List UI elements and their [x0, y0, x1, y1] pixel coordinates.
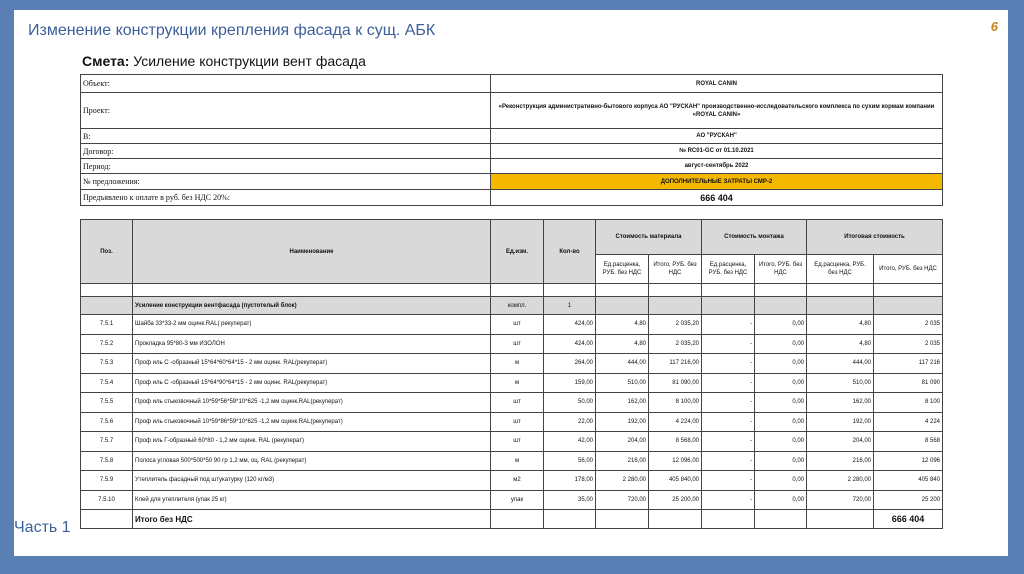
row-unit: шт [491, 315, 544, 335]
row-qty: 22,00 [544, 412, 596, 432]
row-install-sum: 0,00 [755, 393, 807, 413]
row-install-sum: 0,00 [755, 373, 807, 393]
row-material-sum: 81 090,00 [649, 373, 702, 393]
row-total-price: 162,00 [807, 393, 874, 413]
total-row [81, 510, 943, 529]
table-row [81, 471, 943, 491]
row-material-price: 162,00 [596, 393, 649, 413]
row-qty: 178,00 [544, 471, 596, 491]
header-install-sum: Итого, РУБ. без НДС [755, 255, 807, 284]
row-unit: шт [491, 393, 544, 413]
row-total-sum: 8 100 [874, 393, 943, 413]
info-value: № RC01-GC от 01.10.2021 [491, 144, 943, 159]
row-name: Проф иль С -образный 15*64*90*64*15 - 2 мм оцинк. RAL(рекуперат) [133, 373, 491, 393]
page-number: 6 [990, 19, 998, 34]
header-total-cost: Итоговая стоимость [807, 220, 943, 255]
row-name: Проф иль стыковочный 10*59*86*59*10*625 -1,2 мм оцинк.RAL(рекуперат) [133, 412, 491, 432]
row-unit: шт [491, 334, 544, 354]
row-total-sum: 405 840 [874, 471, 943, 491]
table-row [81, 315, 943, 335]
row-qty: 424,00 [544, 315, 596, 335]
row-name: Шайба 33*33-2 мм оцинк.RAL( рекуперат) [133, 315, 491, 335]
row-total-sum: 117 216 [874, 354, 943, 374]
info-row [81, 144, 943, 159]
row-total-sum: 81 090 [874, 373, 943, 393]
row-install-price: - [702, 412, 755, 432]
estimate-label: Смета: [82, 53, 130, 69]
row-install-sum: 0,00 [755, 334, 807, 354]
info-value: «Реконструкция административно-бытового корпуса АО "РУСКАН" производственно-исследовательского комплекса по сухим кормам компании «ROYAL CANIN» [491, 93, 943, 129]
row-install-sum: 0,00 [755, 354, 807, 374]
row-material-sum: 2 035,20 [649, 315, 702, 335]
row-name: Прокладка 95*80-3 мм ИЗОЛОН [133, 334, 491, 354]
row-material-price: 4,80 [596, 334, 649, 354]
row-unit: м [491, 373, 544, 393]
row-qty: 35,00 [544, 490, 596, 510]
row-unit: шт [491, 412, 544, 432]
row-total-price: 4,80 [807, 334, 874, 354]
row-total-sum: 12 096 [874, 451, 943, 471]
info-row [81, 93, 943, 129]
section-name: Усиление конструкции вентфасада (пустотелый блок) [133, 297, 491, 315]
row-install-price: - [702, 432, 755, 452]
row-material-price: 510,00 [596, 373, 649, 393]
row-install-price: - [702, 315, 755, 335]
info-value: АО "РУСКАН" [491, 129, 943, 144]
row-name: Проф иль стыковочный 10*59*56*59*10*625 -1,2 мм оцинк.RAL(рекуперат) [133, 393, 491, 413]
estimate-name: Усиление конструкции вент фасада [129, 53, 366, 69]
header-material-cost: Стоимость материала [596, 220, 702, 255]
row-total-sum: 4 224 [874, 412, 943, 432]
row-qty: 264,00 [544, 354, 596, 374]
row-pos: 7.5.1 [81, 315, 133, 335]
header-material-unit-price: Ед.расценка, РУБ. без НДС [596, 255, 649, 284]
table-rows [81, 315, 943, 510]
row-material-sum: 8 568,00 [649, 432, 702, 452]
row-material-price: 216,00 [596, 451, 649, 471]
row-material-price: 720,00 [596, 490, 649, 510]
row-name: Утеплитель фасадный под штукатурку (120 кг/м3) [133, 471, 491, 491]
info-row [81, 75, 943, 93]
row-install-sum: 0,00 [755, 315, 807, 335]
row-total-price: 510,00 [807, 373, 874, 393]
info-row [81, 190, 943, 206]
row-qty: 42,00 [544, 432, 596, 452]
estimate-table [80, 219, 943, 529]
row-name: Проф иль Г-образный 60*80 - 1,2 мм оцинк. RAL (рекуперат) [133, 432, 491, 452]
header-unit: Ед.изм. [491, 220, 544, 284]
row-pos: 7.5.7 [81, 432, 133, 452]
row-install-sum: 0,00 [755, 412, 807, 432]
row-install-price: - [702, 334, 755, 354]
table-row [81, 373, 943, 393]
info-label: Период: [81, 159, 491, 174]
offer-value: ДОПОЛНИТЕЛЬНЫЕ ЗАТРАТЫ СМР-2 [491, 174, 943, 190]
table-row [81, 432, 943, 452]
info-row [81, 129, 943, 144]
total-value: 666 404 [874, 510, 943, 529]
row-unit: м2 [491, 471, 544, 491]
row-total-price: 192,00 [807, 412, 874, 432]
row-material-sum: 12 096,00 [649, 451, 702, 471]
header-name: Наименование [133, 220, 491, 284]
payment-value: 666 404 [491, 190, 943, 206]
row-pos: 7.5.2 [81, 334, 133, 354]
table-row [81, 490, 943, 510]
row-total-sum: 2 035 [874, 315, 943, 335]
row-qty: 56,00 [544, 451, 596, 471]
section-qty: 1 [544, 297, 596, 315]
row-unit: шт [491, 432, 544, 452]
row-total-sum: 8 568 [874, 432, 943, 452]
row-pos: 7.5.8 [81, 451, 133, 471]
row-material-sum: 405 840,00 [649, 471, 702, 491]
row-pos: 7.5.4 [81, 373, 133, 393]
estimate-title [82, 53, 366, 69]
row-install-sum: 0,00 [755, 451, 807, 471]
row-material-price: 192,00 [596, 412, 649, 432]
row-install-price: - [702, 373, 755, 393]
row-pos: 7.5.10 [81, 490, 133, 510]
row-material-price: 204,00 [596, 432, 649, 452]
row-install-price: - [702, 471, 755, 491]
row-name: Проф иль С -образный 15*64*60*64*15 - 2 мм оцинк. RAL(рекуперат) [133, 354, 491, 374]
row-total-price: 204,00 [807, 432, 874, 452]
header-pos: Поз. [81, 220, 133, 284]
part-label: Часть 1 [14, 519, 71, 536]
row-install-price: - [702, 354, 755, 374]
spacer-row [81, 284, 943, 297]
row-name: Полоса угловая 500*500*50 90 гр 1,2 мм, оц. RAL (рекуперат) [133, 451, 491, 471]
info-label: Предъявлено к оплате в руб. без НДС 20%: [81, 190, 491, 206]
info-label: Объект: [81, 75, 491, 93]
info-value: ROYAL CANIN [491, 75, 943, 93]
header-install-unit-price: Ед.расценка, РУБ. без НДС [702, 255, 755, 284]
table-row [81, 354, 943, 374]
table-row [81, 451, 943, 471]
total-label: Итого без НДС [133, 510, 491, 529]
row-total-price: 4,80 [807, 315, 874, 335]
row-material-sum: 8 100,00 [649, 393, 702, 413]
row-material-sum: 25 200,00 [649, 490, 702, 510]
row-total-sum: 25 200 [874, 490, 943, 510]
info-row [81, 159, 943, 174]
row-install-sum: 0,00 [755, 490, 807, 510]
info-table [80, 74, 943, 206]
slide [14, 10, 1008, 556]
header-qty: Кол-во [544, 220, 596, 284]
table-row [81, 393, 943, 413]
row-material-price: 4,80 [596, 315, 649, 335]
row-install-price: - [702, 393, 755, 413]
row-name: Клей для утеплителя (упак 25 кг) [133, 490, 491, 510]
row-unit: м [491, 451, 544, 471]
row-qty: 159,00 [544, 373, 596, 393]
header-install-cost: Стоимость монтажа [702, 220, 807, 255]
row-unit: м [491, 354, 544, 374]
row-qty: 424,00 [544, 334, 596, 354]
row-unit: упак [491, 490, 544, 510]
header-total-sum: Итого, РУБ. без НДС [874, 255, 943, 284]
row-material-sum: 2 035,20 [649, 334, 702, 354]
row-total-price: 2 280,00 [807, 471, 874, 491]
row-material-price: 2 280,00 [596, 471, 649, 491]
row-pos: 7.5.5 [81, 393, 133, 413]
row-total-sum: 2 035 [874, 334, 943, 354]
row-install-sum: 0,00 [755, 432, 807, 452]
header-total-unit-price: Ед.расценка, РУБ. без НДС [807, 255, 874, 284]
section-row [81, 297, 943, 315]
row-total-price: 216,00 [807, 451, 874, 471]
row-pos: 7.5.6 [81, 412, 133, 432]
row-pos: 7.5.9 [81, 471, 133, 491]
row-total-price: 444,00 [807, 354, 874, 374]
table-row [81, 334, 943, 354]
row-install-price: - [702, 490, 755, 510]
slide-title: Изменение конструкции крепления фасада к сущ. АБК [28, 22, 436, 39]
row-pos: 7.5.3 [81, 354, 133, 374]
row-qty: 50,00 [544, 393, 596, 413]
info-label: № предложения: [81, 174, 491, 190]
row-install-price: - [702, 451, 755, 471]
row-total-price: 720,00 [807, 490, 874, 510]
info-label: Договор: [81, 144, 491, 159]
row-material-sum: 4 224,00 [649, 412, 702, 432]
table-row [81, 412, 943, 432]
info-value: август-сентябрь 2022 [491, 159, 943, 174]
info-label: Проект: [81, 93, 491, 129]
row-material-sum: 117 216,00 [649, 354, 702, 374]
info-label: В: [81, 129, 491, 144]
row-material-price: 444,00 [596, 354, 649, 374]
info-row [81, 174, 943, 190]
row-install-sum: 0,00 [755, 471, 807, 491]
section-unit: компл. [491, 297, 544, 315]
header-material-sum: Итого, РУБ. без НДС [649, 255, 702, 284]
